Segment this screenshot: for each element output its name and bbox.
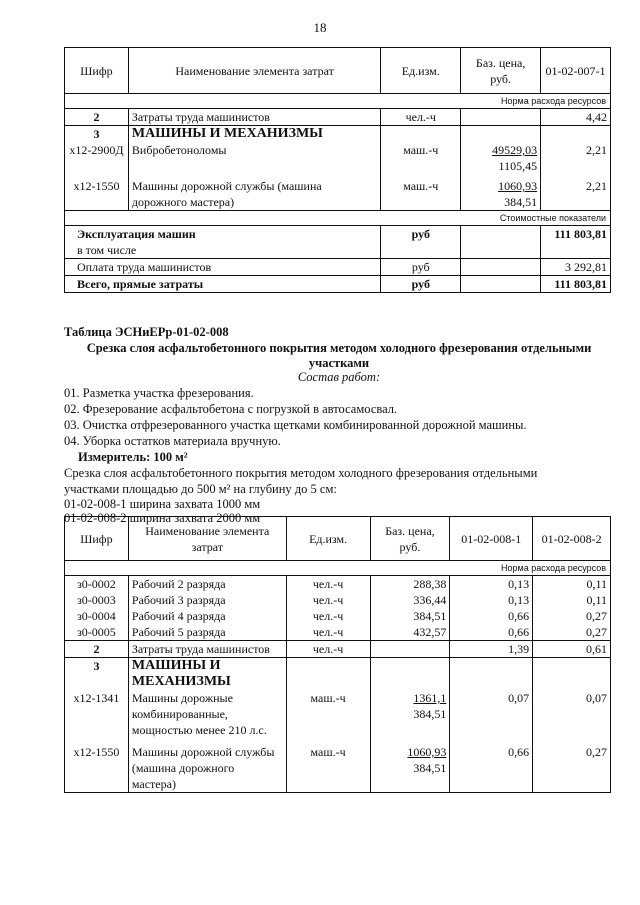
machine-price-2: 384,51: [413, 707, 447, 721]
section-title: МАШИНЫ И МЕХАНИЗМЫ: [128, 658, 286, 691]
cost-name: Всего, прямые затраты: [65, 276, 381, 293]
machine-name: Машины дорожной службы (машина дорожного мастера): [128, 174, 380, 211]
row-unit: чел.-ч: [286, 641, 370, 658]
worker-name: Рабочий 5 разряда: [128, 624, 286, 641]
resource-table-2: [64, 516, 611, 793]
section-code: 3: [65, 126, 129, 143]
work-item: 01. Разметка участка фрезерования.: [64, 386, 254, 400]
worker-code: з0-0003: [65, 592, 129, 608]
row-v2: 0,61: [533, 641, 611, 658]
machine-code: х12-2900Д: [65, 142, 129, 174]
machine-code: х12-1550: [65, 174, 129, 211]
work-item: 02. Фрезерование асфальтобетона с погрузкой в автосамосвал.: [64, 402, 398, 416]
row-price: [461, 109, 541, 126]
machine-price: [461, 142, 541, 174]
machine-unit: маш.-ч: [286, 690, 370, 738]
machine-price-1: 1361,1: [413, 691, 447, 705]
machine-price-1: 1060,93: [498, 179, 538, 193]
description: Срезка слоя асфальтобетонного покрытия методом холодного фрезерования отдельными: [64, 466, 538, 480]
machine-price-2: 384,51: [413, 761, 447, 775]
resource-table-1: [64, 47, 611, 293]
machine-value: 2,21: [541, 142, 611, 174]
machine-price: [370, 738, 450, 793]
machine-name: Машины дорожные комбинированные, мощностью менее 210 л.с.: [128, 690, 286, 738]
machine-v1: 0,07: [450, 690, 533, 738]
section-code: 3: [65, 658, 129, 691]
section-title: МАШИНЫ И МЕХАНИЗМЫ: [128, 126, 380, 143]
work-item: 04. Уборка остатков материала вручную.: [64, 434, 281, 448]
cost-label: Стоимостные показатели: [65, 211, 611, 226]
description-2: участками площадью до 500 м² на глубину до 5 см:: [64, 482, 337, 496]
variant: 01-02-008-1 ширина захвата 1000 мм: [64, 497, 261, 511]
page-number: 18: [313, 20, 327, 35]
works-title: Состав работ:: [297, 370, 381, 384]
header-price: Баз. цена, руб.: [461, 48, 541, 94]
row-unit: чел.-ч: [381, 109, 461, 126]
work-item: 03. Очистка отфрезерованного участка щетками комбинированной дорожной машины.: [64, 418, 527, 432]
worker-price: 384,51: [370, 608, 450, 624]
table-title: Таблица ЭСНиЕРр-01-02-008: [64, 325, 229, 339]
worker-unit: чел.-ч: [286, 608, 370, 624]
worker-price: 432,57: [370, 624, 450, 641]
machine-unit: маш.-ч: [381, 142, 461, 174]
table-subtitle: Срезка слоя асфальтобетонного покрытия методом холодного фрезерования отдельными: [86, 341, 592, 355]
cost-unit: руб: [381, 226, 461, 259]
cost-value: 111 803,81: [541, 276, 611, 293]
worker-v2: 0,27: [533, 608, 611, 624]
machine-name: Вибробетоноломы: [128, 142, 380, 174]
worker-v2: 0,11: [533, 592, 611, 608]
row-v1: 1,39: [450, 641, 533, 658]
worker-v1: 0,66: [450, 624, 533, 641]
cost-name: Оплата труда машинистов: [65, 259, 381, 276]
machine-v2: 0,07: [533, 690, 611, 738]
machine-unit: маш.-ч: [286, 738, 370, 793]
table-subtitle-2: участками: [308, 356, 370, 370]
row-name: Затраты труда машинистов: [128, 641, 286, 658]
machine-price-2: 384,51: [504, 195, 538, 209]
row-name: Затраты труда машинистов: [128, 109, 380, 126]
norm-label: Норма расхода ресурсов: [65, 94, 611, 109]
worker-code: з0-0005: [65, 624, 129, 641]
machine-name: Машины дорожной службы (машина дорожного мастера): [128, 738, 286, 793]
worker-v1: 0,13: [450, 576, 533, 593]
header-name: Наименование элемента затрат: [128, 517, 286, 561]
meter: Измеритель: 100 м²: [78, 450, 188, 464]
worker-unit: чел.-ч: [286, 592, 370, 608]
worker-v2: 0,27: [533, 624, 611, 641]
header-name: Наименование элемента затрат: [128, 48, 380, 94]
cost-sub: в том числе: [77, 243, 137, 257]
cost-unit: руб: [381, 276, 461, 293]
worker-code: з0-0002: [65, 576, 129, 593]
machine-value: 2,21: [541, 174, 611, 211]
header-unit: Ед.изм.: [381, 48, 461, 94]
machine-price: [461, 174, 541, 211]
worker-price: 288,38: [370, 576, 450, 593]
header-code: Шифр: [65, 517, 129, 561]
machine-price: [370, 690, 450, 738]
worker-v2: 0,11: [533, 576, 611, 593]
cost-unit: руб: [381, 259, 461, 276]
worker-v1: 0,13: [450, 592, 533, 608]
cost-value: 111 803,81: [541, 226, 611, 259]
header-norm: 01-02-007-1: [541, 48, 611, 94]
worker-code: з0-0004: [65, 608, 129, 624]
machine-v2: 0,27: [533, 738, 611, 793]
variant: 01-02-008-2 ширина захвата 2000 мм: [64, 511, 261, 525]
header-price: Баз. цена, руб.: [370, 517, 450, 561]
cost-value: 3 292,81: [541, 259, 611, 276]
norm-label: Норма расхода ресурсов: [65, 561, 611, 576]
row-code: 2: [65, 641, 129, 658]
header-unit: Ед.изм.: [286, 517, 370, 561]
worker-price: 336,44: [370, 592, 450, 608]
cost-name: Эксплуатация машин в том числе: [65, 226, 381, 259]
worker-name: Рабочий 3 разряда: [128, 592, 286, 608]
machine-price-1: 1060,93: [407, 745, 447, 759]
worker-unit: чел.-ч: [286, 624, 370, 641]
machine-price-2: 1105,45: [498, 159, 538, 173]
machine-unit: маш.-ч: [381, 174, 461, 211]
worker-unit: чел.-ч: [286, 576, 370, 593]
header-norm-1: 01-02-008-1: [450, 517, 533, 561]
worker-name: Рабочий 2 разряда: [128, 576, 286, 593]
row-value: 4,42: [541, 109, 611, 126]
header-code: Шифр: [65, 48, 129, 94]
machine-code: х12-1550: [65, 738, 129, 793]
machine-code: х12-1341: [65, 690, 129, 738]
worker-name: Рабочий 4 разряда: [128, 608, 286, 624]
worker-v1: 0,66: [450, 608, 533, 624]
machine-price-1: 49529,03: [492, 143, 538, 157]
header-norm-2: 01-02-008-2: [533, 517, 611, 561]
machine-v1: 0,66: [450, 738, 533, 793]
row-code: 2: [65, 109, 129, 126]
